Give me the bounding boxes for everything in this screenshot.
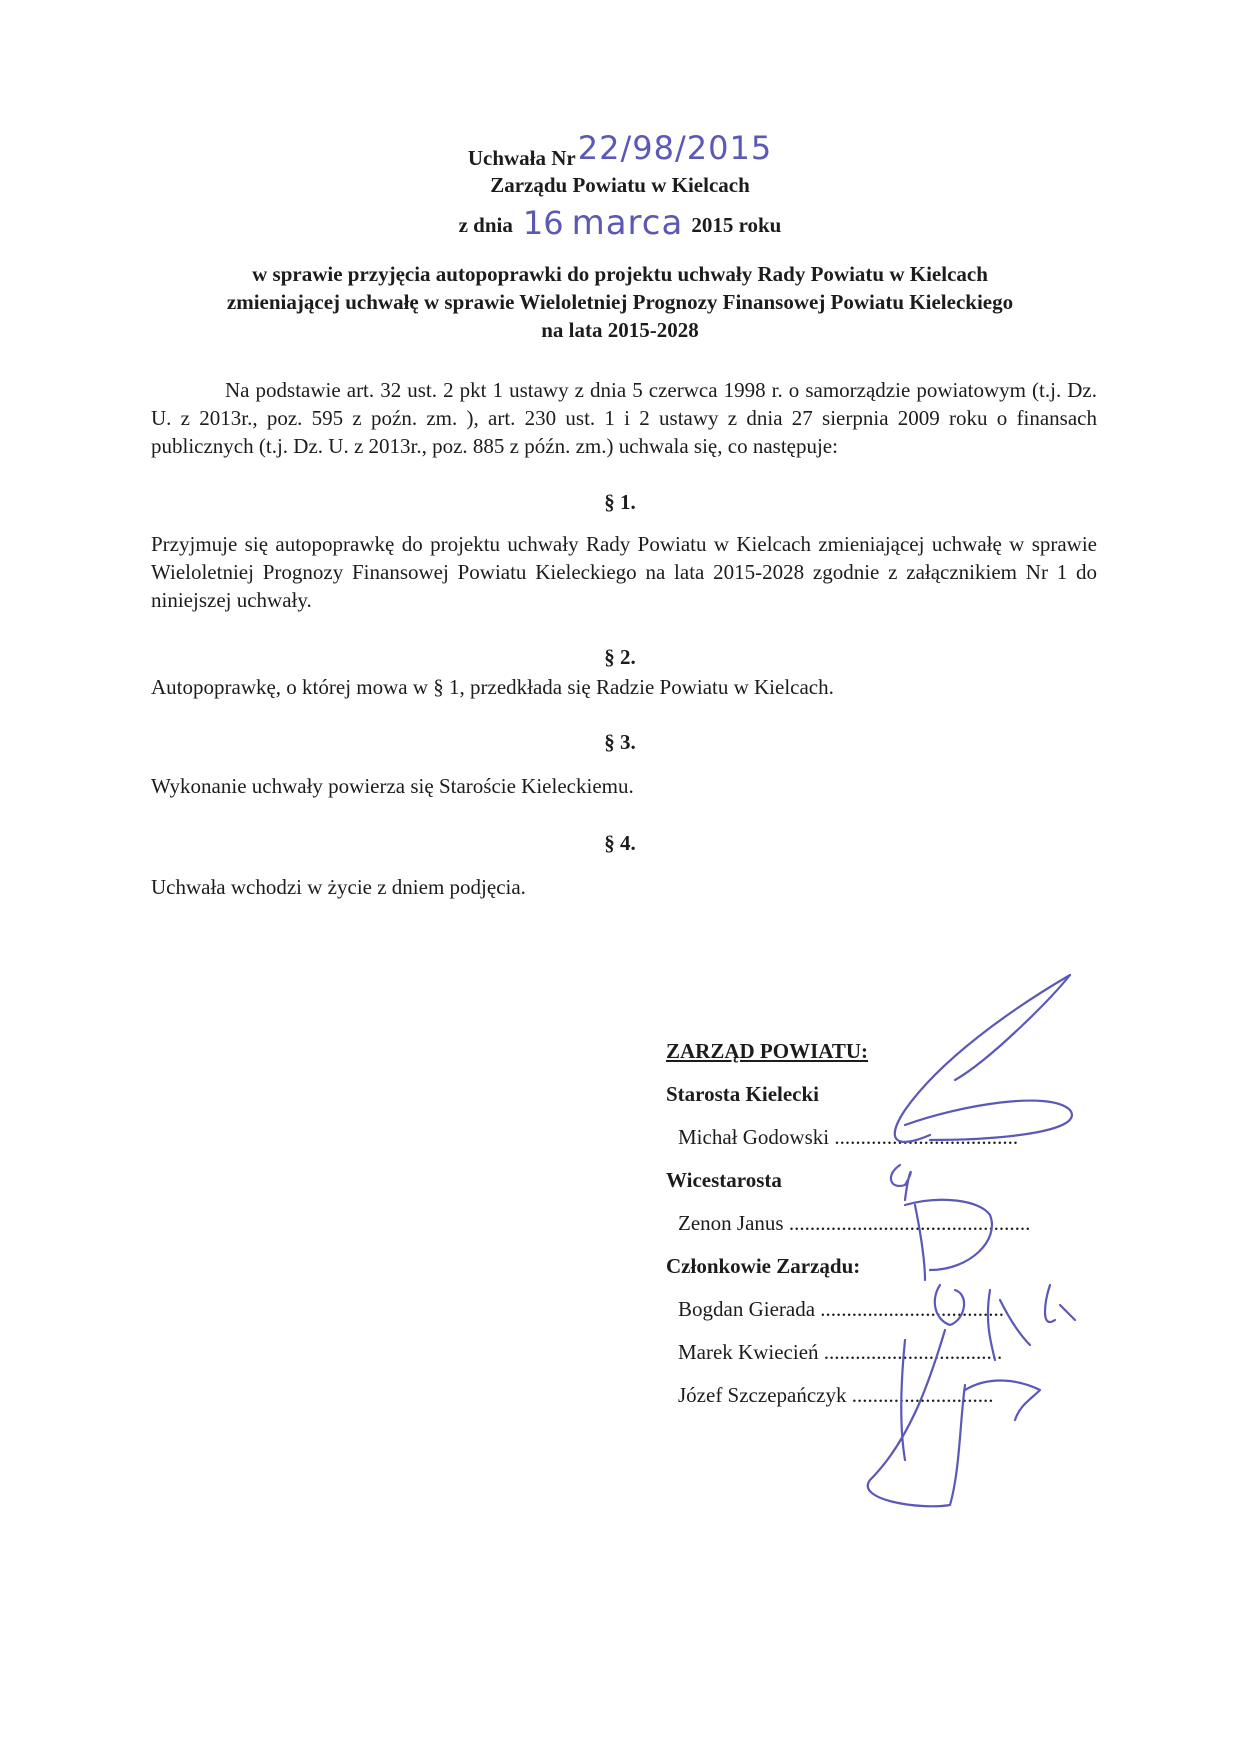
starosta-name: Michał Godowski [678, 1125, 830, 1149]
section-3-mark: § 3. [604, 730, 636, 754]
dotted-line: ................................... [820, 1297, 1005, 1321]
section-4-mark: § 4. [604, 831, 636, 855]
wicestarosta-title: Wicestarosta [666, 1168, 782, 1192]
starosta-title: Starosta Kielecki [666, 1082, 820, 1106]
dotted-line: .................................. [823, 1340, 1003, 1364]
wicestarosta-name: Zenon Janus [678, 1211, 784, 1235]
date-line [0, 201, 1240, 241]
signature-line-member-1 [666, 1288, 1086, 1331]
subject-line-2: zmieniającej uchwałę w sprawie Wieloletniej Prognozy Finansowej Powiatu Kieleckiego [226, 290, 1014, 314]
resolution-subject [140, 260, 1100, 344]
board-heading: ZARZĄD POWIATU: [666, 1039, 869, 1063]
section-1-text: Przyjmuje się autopoprawkę do projektu uchwały Rady Powiatu w Kielcach zmieniającej uchwałę w sprawie Wieloletniej Prognozy Finansowej Powiatu Kieleckiego na lata 2015-2028 zgodnie z załącznikiem Nr 1 do niniejszej uchwały. [151, 532, 1097, 612]
handwritten-day: 16 [522, 204, 564, 242]
resolution-label: Uchwała Nr [467, 146, 576, 170]
subject-line-1: w sprawie przyjęcia autopoprawki do projektu uchwały Rady Powiatu w Kielcach [252, 262, 988, 286]
legal-basis-paragraph: Na podstawie art. 32 ust. 2 pkt 1 ustawy z dnia 5 czerwca 1998 r. o samorządzie powiatowym (t.j. Dz. U. z 2013r., poz. 595 z poźn. zm. ), art. 230 ust. 1 i 2 ustawy z dnia 27 sierpnia 2009 roku o finansach publicznych (t.j. Dz. U. z 2013r., poz. 885 z późn. zm.) uchwala się, co następuje: [151, 378, 1097, 458]
board-signature-block [666, 1030, 1086, 1417]
section-2-text: Autopoprawkę, o której mowa w § 1, przedkłada się Radzie Powiatu w Kielcach. [151, 675, 834, 699]
members-title: Członkowie Zarządu: [666, 1254, 861, 1278]
resolution-number-line [0, 129, 1240, 173]
issuer-line: Zarządu Powiatu w Kielcach [490, 173, 750, 197]
handwritten-number: 22/98/2015 [577, 129, 773, 167]
member-name: Marek Kwiecień [678, 1340, 819, 1364]
signature-line-starosta [666, 1116, 1086, 1159]
subject-line-3: na lata 2015-2028 [541, 318, 699, 342]
member-name: Bogdan Gierada [678, 1297, 816, 1321]
section-3-text: Wykonanie uchwały powierza się Staroście Kieleckiemu. [151, 774, 634, 798]
dotted-line: ........................... [851, 1383, 994, 1407]
member-name: Józef Szczepańczyk [678, 1383, 847, 1407]
handwritten-month: marca [571, 203, 684, 243]
section-2-mark: § 2. [604, 645, 636, 669]
date-suffix: 2015 roku [691, 213, 782, 237]
section-4-text: Uchwała wchodzi w życie z dniem podjęcia. [151, 875, 526, 899]
section-1-mark: § 1. [604, 490, 636, 514]
signature-line-member-3 [666, 1374, 1086, 1417]
dotted-line: .............................................. [788, 1211, 1031, 1235]
date-prefix: z dnia [458, 213, 513, 237]
signature-line-member-2 [666, 1331, 1086, 1374]
dotted-line: ................................... [834, 1125, 1019, 1149]
signature-line-wicestarosta [666, 1202, 1086, 1245]
